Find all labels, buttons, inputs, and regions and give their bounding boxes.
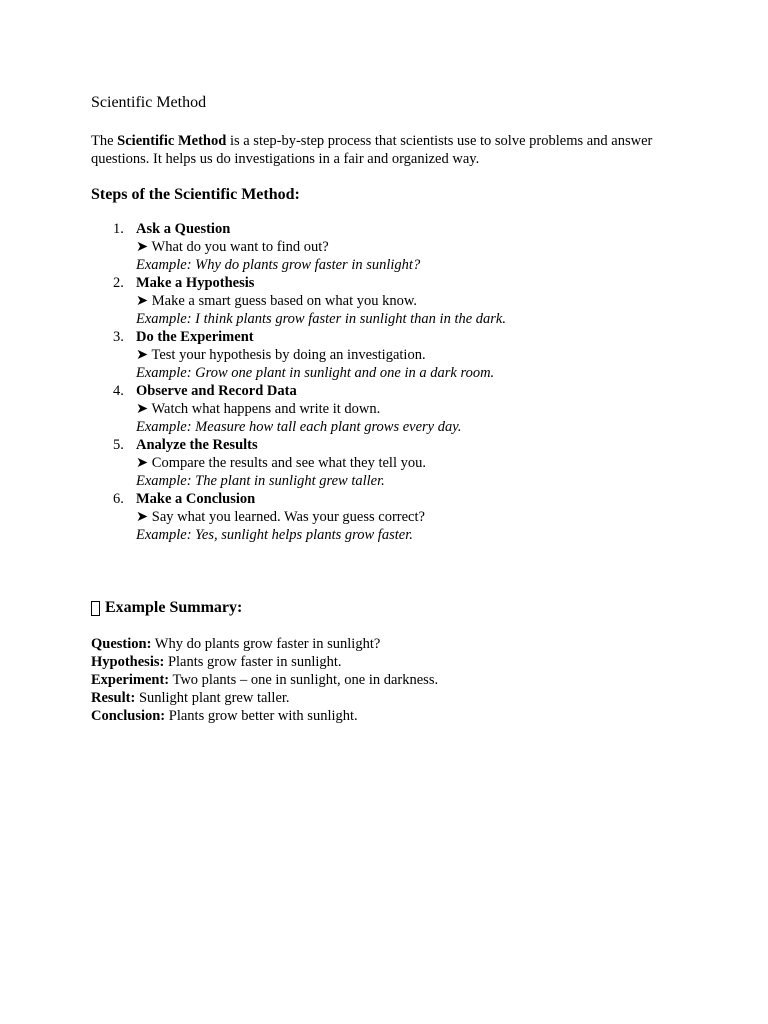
- step-title: Make a Conclusion: [136, 491, 256, 507]
- summary-text: Two plants – one in sunlight, one in darkness.: [169, 672, 439, 688]
- step-example: Example: Why do plants grow faster in sunlight?: [136, 257, 421, 273]
- intro-paragraph: [91, 132, 688, 168]
- step-description: ➤ What do you want to find out?: [136, 239, 329, 255]
- summary-line: [91, 707, 688, 725]
- summary-label: Conclusion:: [91, 708, 166, 724]
- step-title: Make a Hypothesis: [136, 275, 255, 291]
- steps-heading: Steps of the Scientific Method:: [91, 186, 300, 203]
- missing-glyph-icon: [91, 601, 100, 616]
- summary-text: Plants grow better with sunlight.: [165, 708, 358, 724]
- step-title: Ask a Question: [136, 221, 231, 237]
- summary-line: [91, 653, 688, 671]
- step-number: 4.: [113, 383, 124, 399]
- summary-line: [91, 689, 688, 707]
- step-number: 1.: [113, 221, 124, 237]
- step-description: ➤ Test your hypothesis by doing an investigation.: [136, 347, 426, 363]
- step-title: Do the Experiment: [136, 329, 254, 345]
- document-title: Scientific Method: [91, 94, 207, 111]
- step-item: [91, 274, 688, 328]
- intro-suffix: is a step-by-step process that scientists use to solve problems and answer questions. It helps us do investigations in a fair and organized way.: [91, 133, 653, 167]
- summary-label: Hypothesis:: [91, 654, 165, 670]
- step-description: ➤ Compare the results and see what they tell you.: [136, 455, 426, 471]
- step-title: Observe and Record Data: [136, 383, 297, 399]
- step-item: [91, 490, 688, 544]
- intro-prefix: The: [91, 133, 118, 149]
- summary-line: [91, 635, 688, 653]
- summary-block: [91, 635, 688, 725]
- step-item: [91, 436, 688, 490]
- summary-label: Experiment:: [91, 672, 170, 688]
- steps-list: [91, 220, 688, 544]
- step-example: Example: I think plants grow faster in sunlight than in the dark.: [136, 311, 506, 327]
- step-description: ➤ Make a smart guess based on what you know.: [136, 293, 418, 309]
- step-title: Analyze the Results: [136, 437, 258, 453]
- summary-heading-text: Example Summary:: [105, 599, 243, 616]
- step-item: [91, 328, 688, 382]
- step-item: [91, 382, 688, 436]
- step-description: ➤ Watch what happens and write it down.: [136, 401, 381, 417]
- step-example: Example: Yes, sunlight helps plants grow faster.: [136, 527, 413, 543]
- step-example: Example: Measure how tall each plant grows every day.: [136, 419, 462, 435]
- step-number: 5.: [113, 437, 124, 453]
- step-example: Example: The plant in sunlight grew taller.: [136, 473, 385, 489]
- step-item: [91, 220, 688, 274]
- summary-text: Sunlight plant grew taller.: [135, 690, 290, 706]
- step-example: Example: Grow one plant in sunlight and one in a dark room.: [136, 365, 495, 381]
- summary-text: Why do plants grow faster in sunlight?: [151, 636, 381, 652]
- step-number: 2.: [113, 275, 124, 291]
- summary-text: Plants grow faster in sunlight.: [164, 654, 342, 670]
- step-number: 6.: [113, 491, 124, 507]
- summary-label: Question:: [91, 636, 152, 652]
- summary-line: [91, 671, 688, 689]
- intro-bold-term: Scientific Method: [117, 133, 227, 149]
- summary-label: Result:: [91, 690, 136, 706]
- step-description: ➤ Say what you learned. Was your guess correct?: [136, 509, 425, 525]
- step-number: 3.: [113, 329, 124, 345]
- summary-heading: [91, 598, 688, 618]
